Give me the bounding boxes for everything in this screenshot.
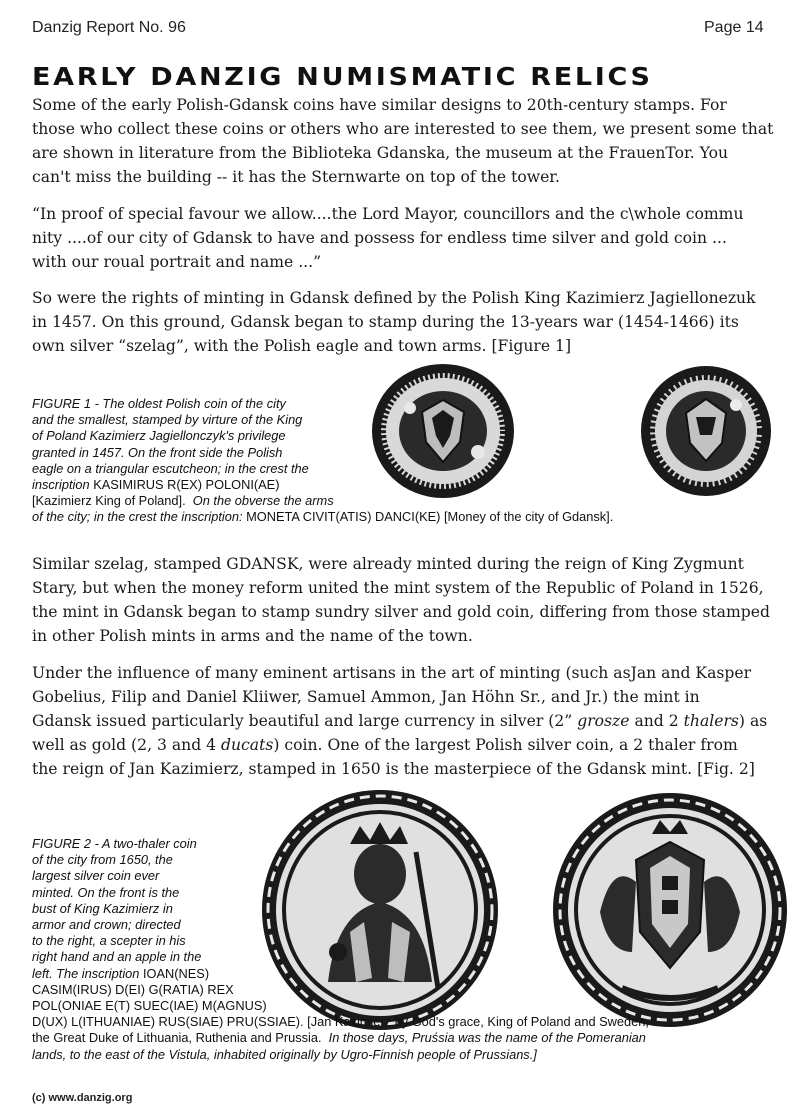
caption-line	[32, 493, 613, 509]
text-line: in other Polish mints in arms and the name of the town.	[32, 627, 473, 645]
text-line: are shown in literature from the Biblioteka Gdanska, the museum at the FrauenTor. You	[32, 144, 728, 162]
caption-text: the Great Duke of Lithuania, Ruthenia and Prussia.	[32, 1030, 322, 1046]
text-line: Similar szelag, stamped GDANSK, were already minted during the reign of King Zygmunt	[32, 555, 744, 573]
caption-text: On the obverse the arms	[192, 493, 334, 509]
caption-line	[32, 1030, 649, 1046]
caption-text: In those days, Pruśsia was the name of the Pomeranian	[328, 1030, 646, 1046]
text-span: Gdansk issued particularly beautiful and large currency in silver (2”	[32, 712, 573, 730]
caption-text: inscription	[32, 477, 90, 493]
caption-line: bust of King Kazimierz in	[32, 900, 173, 916]
text-line: the mint in Gdansk began to stamp sundry silver and gold coin, differing from those stamped	[32, 603, 770, 621]
text-line	[32, 709, 767, 733]
article-title: EARLY DANZIG NUMISMATIC RELICS	[32, 62, 653, 91]
text-span: well as gold (2, 3 and 4	[32, 736, 217, 754]
figure1-caption	[32, 396, 613, 526]
caption-line: and the smallest, stamped by virture of the King	[32, 412, 303, 428]
coin-inscription: KASIMIRUS R(EX) POLONI(AE)	[93, 477, 280, 493]
szelag-paragraph	[32, 552, 770, 648]
text-line: with our roual portrait and name ...”	[32, 253, 322, 271]
text-span: and 2	[634, 712, 679, 730]
intro-paragraph	[32, 93, 773, 189]
artisans-paragraph	[32, 661, 767, 781]
caption-line	[32, 509, 613, 525]
text-line: So were the rights of minting in Gdansk defined by the Polish King Kazimierz Jagiellonezuk	[32, 289, 756, 307]
caption-line: of the city from 1650, the	[32, 852, 173, 868]
caption-line: lands, to the east of the Vistula, inhabited originally by Ugro-Finnish people of Prussians.]	[32, 1046, 537, 1062]
caption-line: FIGURE 1 - The oldest Polish coin of the city	[32, 396, 286, 411]
text-line	[32, 733, 767, 757]
report-title: Danzig Report No. 96	[32, 19, 186, 36]
caption-line: right hand and an apple in the	[32, 949, 202, 965]
caption-line: D(UX) L(ITHUANIAE) RUS(SIAE) PRU(SSIAE). [Jan Kazimierz by God's grace, King of Poland and Sweden,	[32, 1014, 649, 1030]
caption-line: largest silver coin ever	[32, 868, 160, 884]
caption-text: [Kazimierz King of Poland].	[32, 493, 186, 509]
text-line: Some of the early Polish-Gdansk coins have similar designs to 20th-century stamps. For	[32, 96, 727, 114]
coin-inscription: IOAN(NES)	[142, 965, 210, 981]
coin-inscription: POL(ONIAE E(T) SUEC(IAE) M(AGNUS)	[32, 998, 267, 1014]
text-span: grosze	[577, 712, 630, 730]
rights-paragraph	[32, 286, 756, 358]
text-line: in 1457. On this ground, Gdansk began to stamp during the 13-years war (1454-1466) its	[32, 313, 739, 331]
text-span: ducats	[221, 736, 274, 754]
caption-line: armor and crown; directed	[32, 917, 181, 933]
caption-line: to the right, a scepter in his	[32, 933, 186, 949]
text-line: own silver “szelag”, with the Polish eagle and town arms. [Figure 1]	[32, 337, 572, 355]
caption-text: of the city; in the crest the inscription:	[32, 509, 243, 525]
copyright-footer: (c) www.danzig.org	[32, 1092, 133, 1104]
text-span: thalers	[683, 712, 739, 730]
text-span: ) as	[738, 712, 768, 730]
figure2-caption	[32, 836, 649, 1063]
text-line: the reign of Jan Kazimierz, stamped in 1650 is the masterpiece of the Gdansk mint. [Fig. 2]	[32, 760, 755, 778]
caption-line: eagle on a triangular escutcheon; in the crest the	[32, 460, 309, 476]
text-line: nity ....of our city of Gdansk to have and possess for endless time silver and gold coin ...	[32, 229, 727, 247]
figure1-coin-front-image	[370, 362, 516, 500]
coin-inscription: CASIM(IRUS) D(EI) G(RATIA) REX	[32, 981, 234, 997]
caption-line: granted in 1457. On the front side the Polish	[32, 444, 283, 460]
text-line: those who collect these coins or others who are interested to see them, we present some that	[32, 120, 774, 138]
page-number: Page 14	[704, 19, 764, 36]
quote-paragraph	[32, 202, 744, 274]
text-line: Under the influence of many eminent artisans in the art of minting (such asJan and Kasper	[32, 664, 752, 682]
text-line: can't miss the building -- it has the Sternwarte on top of the tower.	[32, 168, 561, 186]
figure1-coin-obverse-image	[640, 365, 772, 497]
caption-line: minted. On the front is the	[32, 884, 180, 900]
caption-line	[32, 477, 613, 493]
text-line: Gobelius, Filip and Daniel Kliiwer, Samuel Ammon, Jan Höhn Sr., and Jr.) the mint in	[32, 688, 700, 706]
text-line: Stary, but when the money reform united the mint system of the Republic of Poland in 1526,	[32, 579, 764, 597]
caption-text: left. The inscription	[32, 965, 140, 981]
caption-line: of Poland Kazimierz Jagiellonczyk's privilege	[32, 428, 286, 444]
caption-line: FIGURE 2 - A two-thaler coin	[32, 836, 197, 851]
text-line: “In proof of special favour we allow....the Lord Mayor, councillors and the c\whole commu	[32, 205, 744, 223]
text-span: ) coin. One of the largest Polish silver coin, a 2 thaler from	[273, 736, 738, 754]
coin-inscription: MONETA CIVIT(ATIS) DANCI(KE) [Money of the city of Gdansk].	[246, 509, 614, 525]
caption-line	[32, 966, 649, 982]
